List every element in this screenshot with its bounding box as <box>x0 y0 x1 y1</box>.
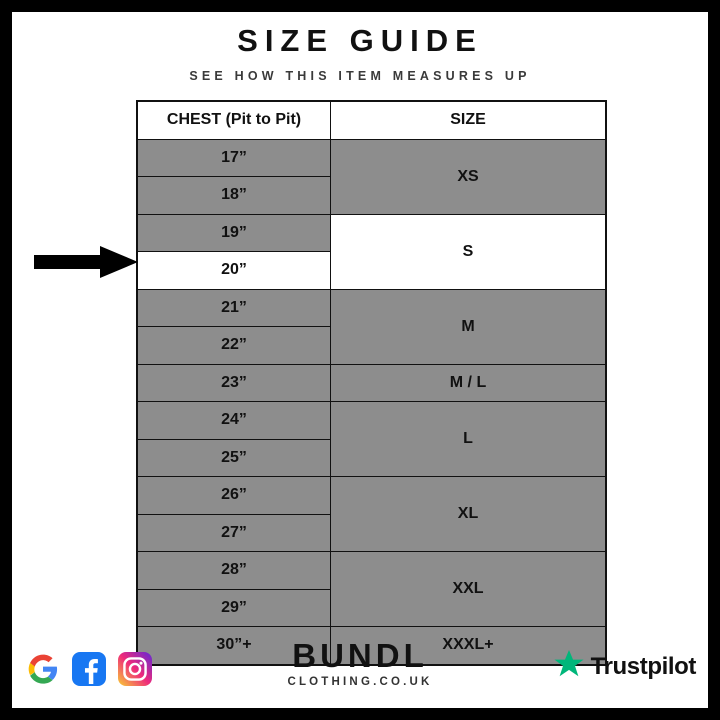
table-row <box>137 402 606 440</box>
column-header-chest: CHEST (Pit to Pit) <box>137 101 331 139</box>
chest-value: 24” <box>137 402 331 440</box>
chest-value: 17” <box>137 139 331 177</box>
chest-value: 28” <box>137 552 331 590</box>
size-value: XXXL+ <box>331 627 607 665</box>
chest-value: 21” <box>137 289 331 327</box>
trustpilot-label: Trustpilot <box>590 652 696 680</box>
chest-value: 19” <box>137 214 331 252</box>
chest-value-highlighted: 20” <box>137 252 331 290</box>
chest-value: 23” <box>137 364 331 402</box>
size-value: XL <box>331 477 607 552</box>
table-row <box>137 139 606 177</box>
table-header-row <box>137 101 606 139</box>
size-value: XS <box>331 139 607 214</box>
chest-value: 30”+ <box>137 627 331 665</box>
chest-value: 29” <box>137 589 331 627</box>
size-table <box>136 100 607 666</box>
size-value: L <box>331 402 607 477</box>
table-row <box>137 552 606 590</box>
trustpilot-badge[interactable] <box>554 649 696 684</box>
page-subtitle: SEE HOW THIS ITEM MEASURES UP <box>189 69 531 83</box>
trustpilot-star-icon <box>554 649 584 684</box>
size-value: M <box>331 289 607 364</box>
size-value: M / L <box>331 364 607 402</box>
column-header-size: SIZE <box>331 101 607 139</box>
header <box>12 12 708 83</box>
table-row <box>137 477 606 515</box>
brand-tagline: CLOTHING.CO.UK <box>287 676 433 688</box>
table-row <box>137 364 606 402</box>
table-row <box>137 289 606 327</box>
table-row <box>137 214 606 252</box>
footer <box>12 620 708 700</box>
size-value: XXL <box>331 552 607 627</box>
chest-value: 27” <box>137 514 331 552</box>
chest-value: 22” <box>137 327 331 365</box>
chest-value: 26” <box>137 477 331 515</box>
size-table-wrapper <box>136 100 604 666</box>
brand-name: BUNDL <box>292 637 428 674</box>
right-arrow-icon <box>34 244 138 280</box>
chest-value: 18” <box>137 177 331 215</box>
size-value-highlighted: S <box>331 214 607 289</box>
chest-value: 25” <box>137 439 331 477</box>
size-guide-card <box>12 12 708 708</box>
page-title: SIZE GUIDE <box>237 23 483 58</box>
